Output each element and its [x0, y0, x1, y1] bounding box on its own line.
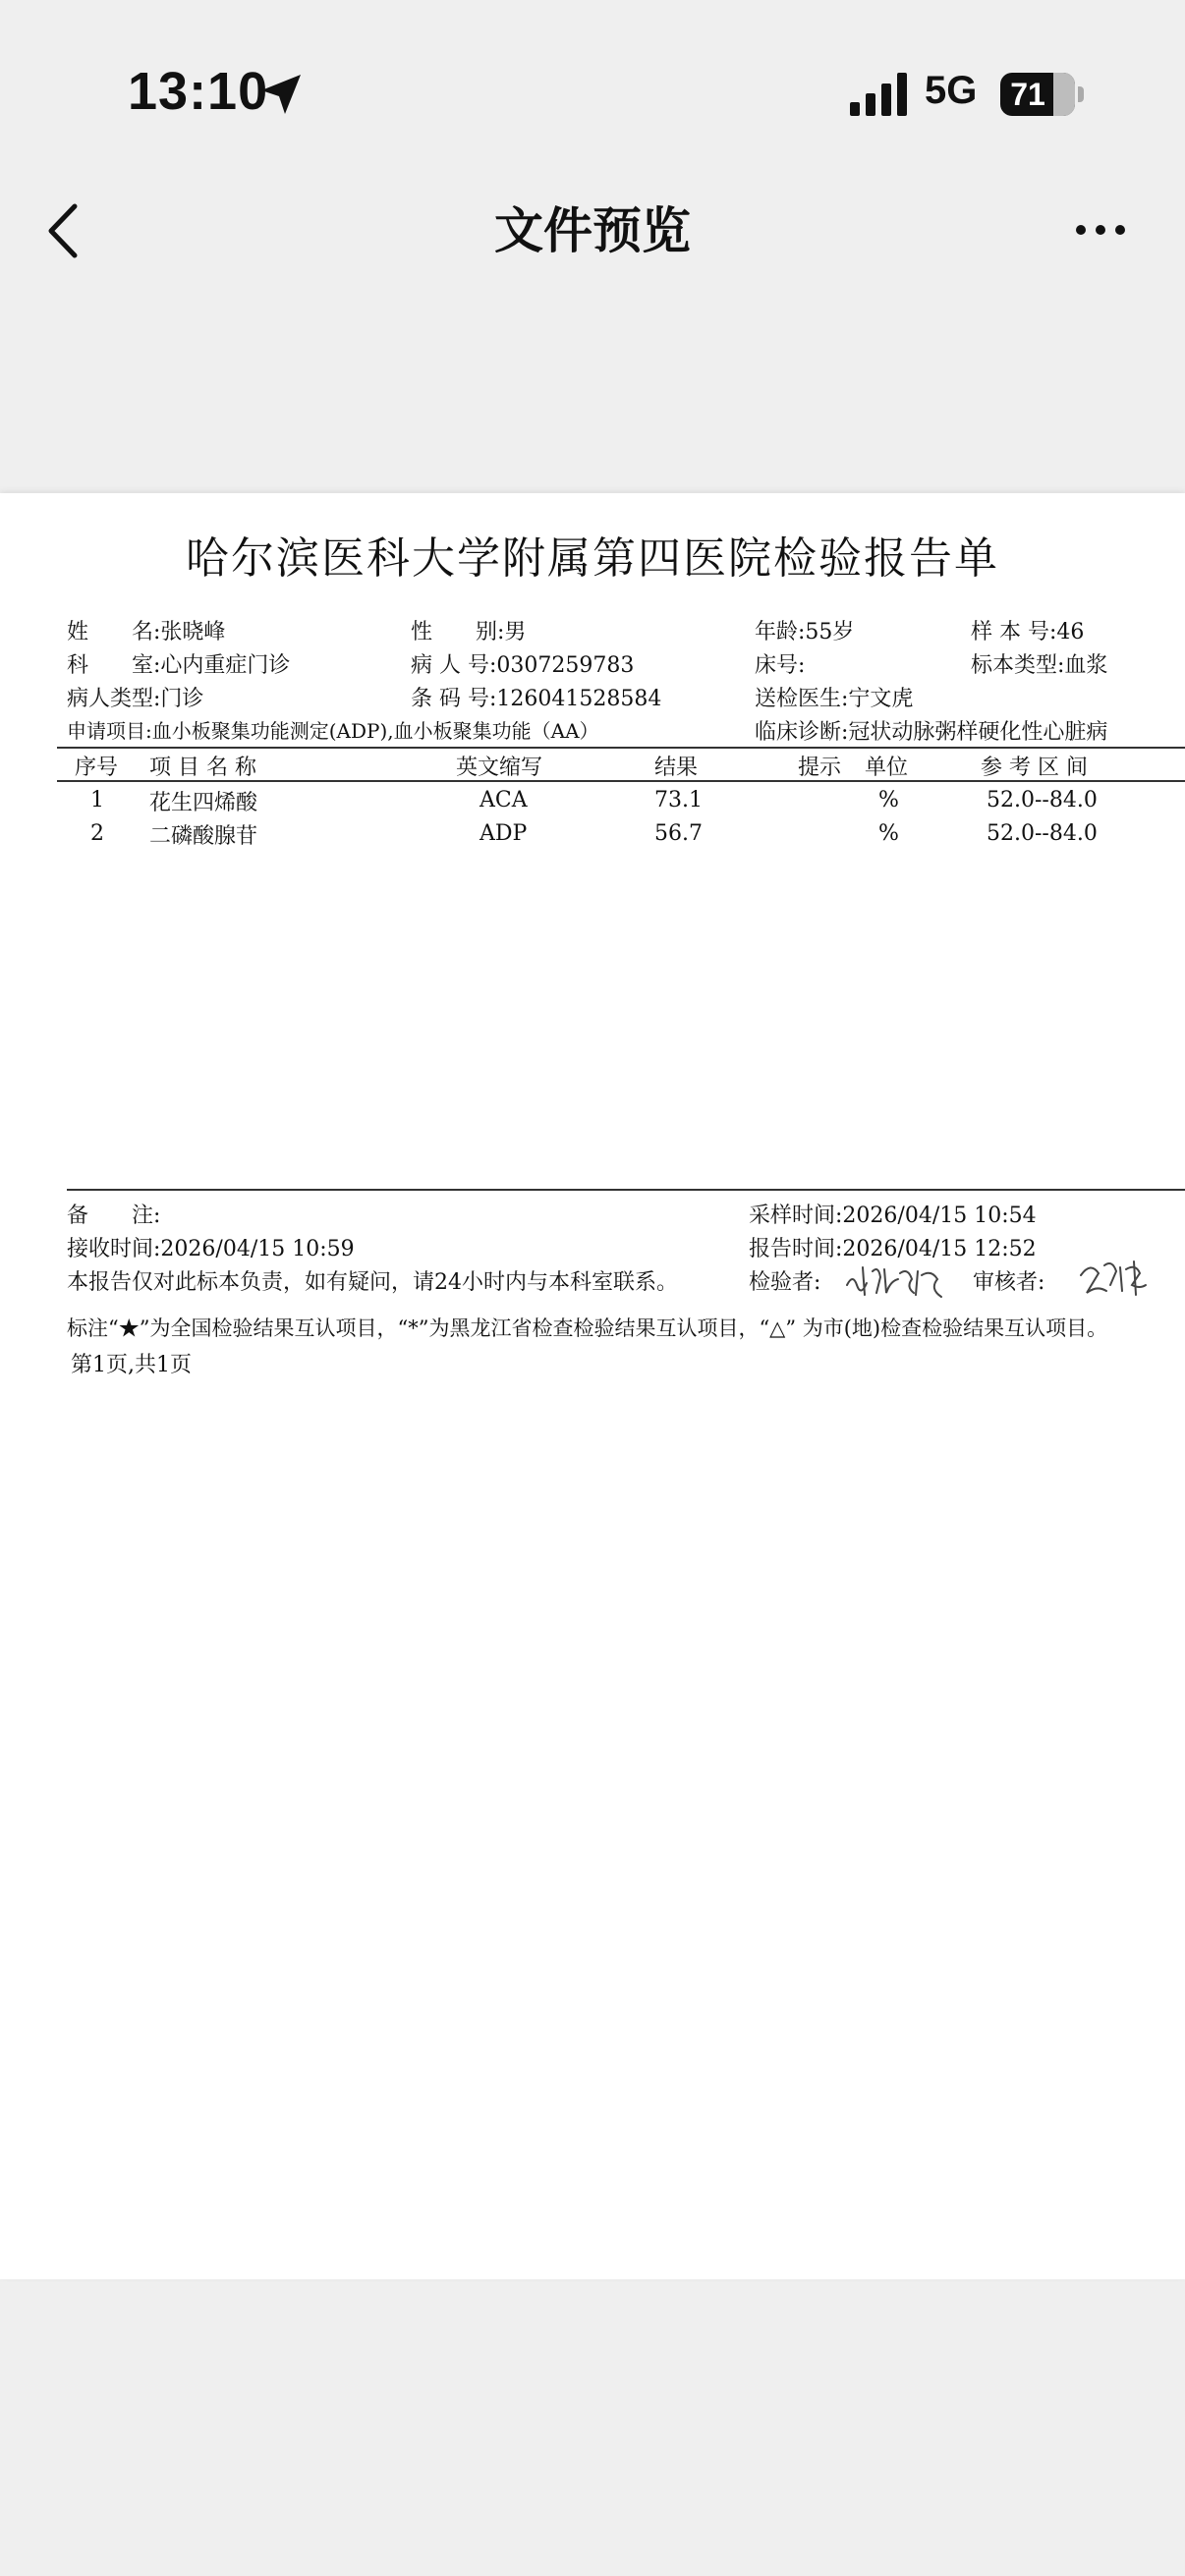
- cellular-signal-icon: [850, 73, 909, 116]
- age-value: 55岁: [805, 620, 855, 644]
- row-abbr: ADP: [480, 821, 528, 846]
- sample-no-field: [971, 615, 1084, 645]
- handwritten-signature-reviewer: [1077, 1256, 1150, 1301]
- diagnosis-field: [755, 715, 1107, 746]
- patient-type-field: [67, 682, 203, 712]
- receive-time-field: [67, 1232, 355, 1262]
- request-field: [67, 715, 599, 744]
- footer-divider: [67, 1189, 1185, 1191]
- sample-no-label: 样 本 号:: [971, 620, 1057, 644]
- sex-field: [411, 615, 526, 645]
- specimen-type-value: 血浆: [1064, 653, 1108, 678]
- barcode-field: [411, 682, 661, 712]
- patient-no-field: [411, 648, 634, 679]
- handwritten-signature-tester: [843, 1260, 947, 1303]
- remarks-field: [67, 1199, 160, 1229]
- request-label: 申请项目:: [67, 719, 152, 743]
- report-time-value: 2026/04/15 12:52: [842, 1237, 1037, 1261]
- row-result: 56.7: [654, 821, 703, 846]
- request-value: 血小板聚集功能测定(ADP),血小板聚集功能（AA）: [151, 719, 599, 743]
- receive-time-value: 2026/04/15 10:59: [160, 1237, 355, 1261]
- battery-cap: [1078, 86, 1084, 102]
- location-arrow-icon: [257, 71, 305, 118]
- row-no: 1: [90, 788, 104, 812]
- sex-value: 男: [504, 620, 527, 644]
- sample-time-field: [749, 1199, 1037, 1229]
- age-field: [755, 615, 854, 645]
- row-range: 52.0--84.0: [987, 788, 1098, 812]
- patient-type-value: 门诊: [160, 687, 204, 711]
- patient-no-label: 病 人 号:: [411, 653, 497, 678]
- battery-level: 71: [1010, 77, 1045, 112]
- dept-field: [67, 648, 290, 679]
- row-name: 二磷酸腺苷: [149, 824, 258, 849]
- sample-time-label: 采样时间:: [749, 1204, 843, 1228]
- patient-type-label: 病人类型:: [67, 687, 161, 711]
- col-header-flag: 提示: [798, 756, 842, 780]
- name-value: 张晓峰: [160, 620, 226, 644]
- report-title: 哈尔滨医科大学附属第四医院检验报告单: [186, 533, 999, 584]
- sample-no-value: 46: [1056, 620, 1085, 644]
- page-indicator: 第1页,共1页: [71, 1353, 192, 1377]
- report-time-field: [749, 1232, 1037, 1262]
- barcode-label: 条 码 号:: [411, 687, 497, 711]
- dept-label: 科 室:: [67, 653, 161, 678]
- remarks-label: 备 注:: [67, 1204, 161, 1228]
- header-divider-bottom: [57, 780, 1185, 782]
- dept-value: 心内重症门诊: [160, 653, 291, 678]
- report-document: [0, 493, 1185, 2279]
- page-title: 文件预览: [494, 202, 691, 259]
- more-icon[interactable]: [1071, 218, 1130, 242]
- doctor-label: 送检医生:: [755, 687, 849, 711]
- report-time-label: 报告时间:: [749, 1237, 843, 1261]
- col-header-abbr: 英文缩写: [456, 756, 543, 780]
- col-header-result: 结果: [654, 756, 699, 780]
- header-divider-top: [57, 747, 1185, 749]
- tester-label: 检验者:: [749, 1270, 821, 1295]
- name-label: 姓 名:: [67, 620, 161, 644]
- row-unit: %: [878, 788, 899, 812]
- name-field: [67, 615, 225, 645]
- col-header-range: 参 考 区 间: [981, 756, 1088, 780]
- bed-label: 床号:: [755, 653, 806, 678]
- status-bar: [0, 0, 1185, 187]
- col-header-name: 项 目 名 称: [149, 756, 256, 780]
- row-range: 52.0--84.0: [987, 821, 1098, 846]
- row-name: 花生四烯酸: [149, 791, 258, 815]
- diagnosis-value: 冠状动脉粥样硬化性心脏病: [848, 720, 1108, 745]
- row-abbr: ACA: [480, 788, 528, 812]
- reviewer-label: 审核者:: [973, 1270, 1045, 1295]
- row-unit: %: [878, 821, 899, 846]
- doctor-value: 宁文虎: [848, 687, 914, 711]
- barcode-value: 126041528584: [496, 687, 662, 711]
- row-result: 73.1: [654, 788, 703, 812]
- sample-time-value: 2026/04/15 10:54: [842, 1204, 1037, 1228]
- receive-time-label: 接收时间:: [67, 1237, 161, 1261]
- disclaimer: 本报告仅对此标本负责，如有疑问，请24小时内与本科室联系。: [67, 1270, 678, 1295]
- sex-label: 性 别:: [411, 620, 505, 644]
- doctor-field: [755, 682, 913, 712]
- network-type: 5G: [925, 69, 978, 112]
- status-time: 13:10: [128, 62, 269, 121]
- battery-icon: [1000, 73, 1075, 116]
- diagnosis-label: 临床诊断:: [755, 720, 849, 745]
- age-label: 年龄:: [755, 620, 806, 644]
- col-header-no: 序号: [75, 756, 119, 780]
- specimen-type-field: [971, 648, 1107, 679]
- patient-no-value: 0307259783: [496, 653, 635, 678]
- col-header-unit: 单位: [865, 756, 909, 780]
- specimen-type-label: 标本类型:: [971, 653, 1065, 678]
- bed-field: [755, 648, 805, 679]
- row-no: 2: [90, 821, 104, 846]
- legend-note: 标注“★”为全国检验结果互认项目，“*”为黑龙江省检查检验结果互认项目，“△” 为市(地)检查检验结果互认项目。: [67, 1316, 1108, 1340]
